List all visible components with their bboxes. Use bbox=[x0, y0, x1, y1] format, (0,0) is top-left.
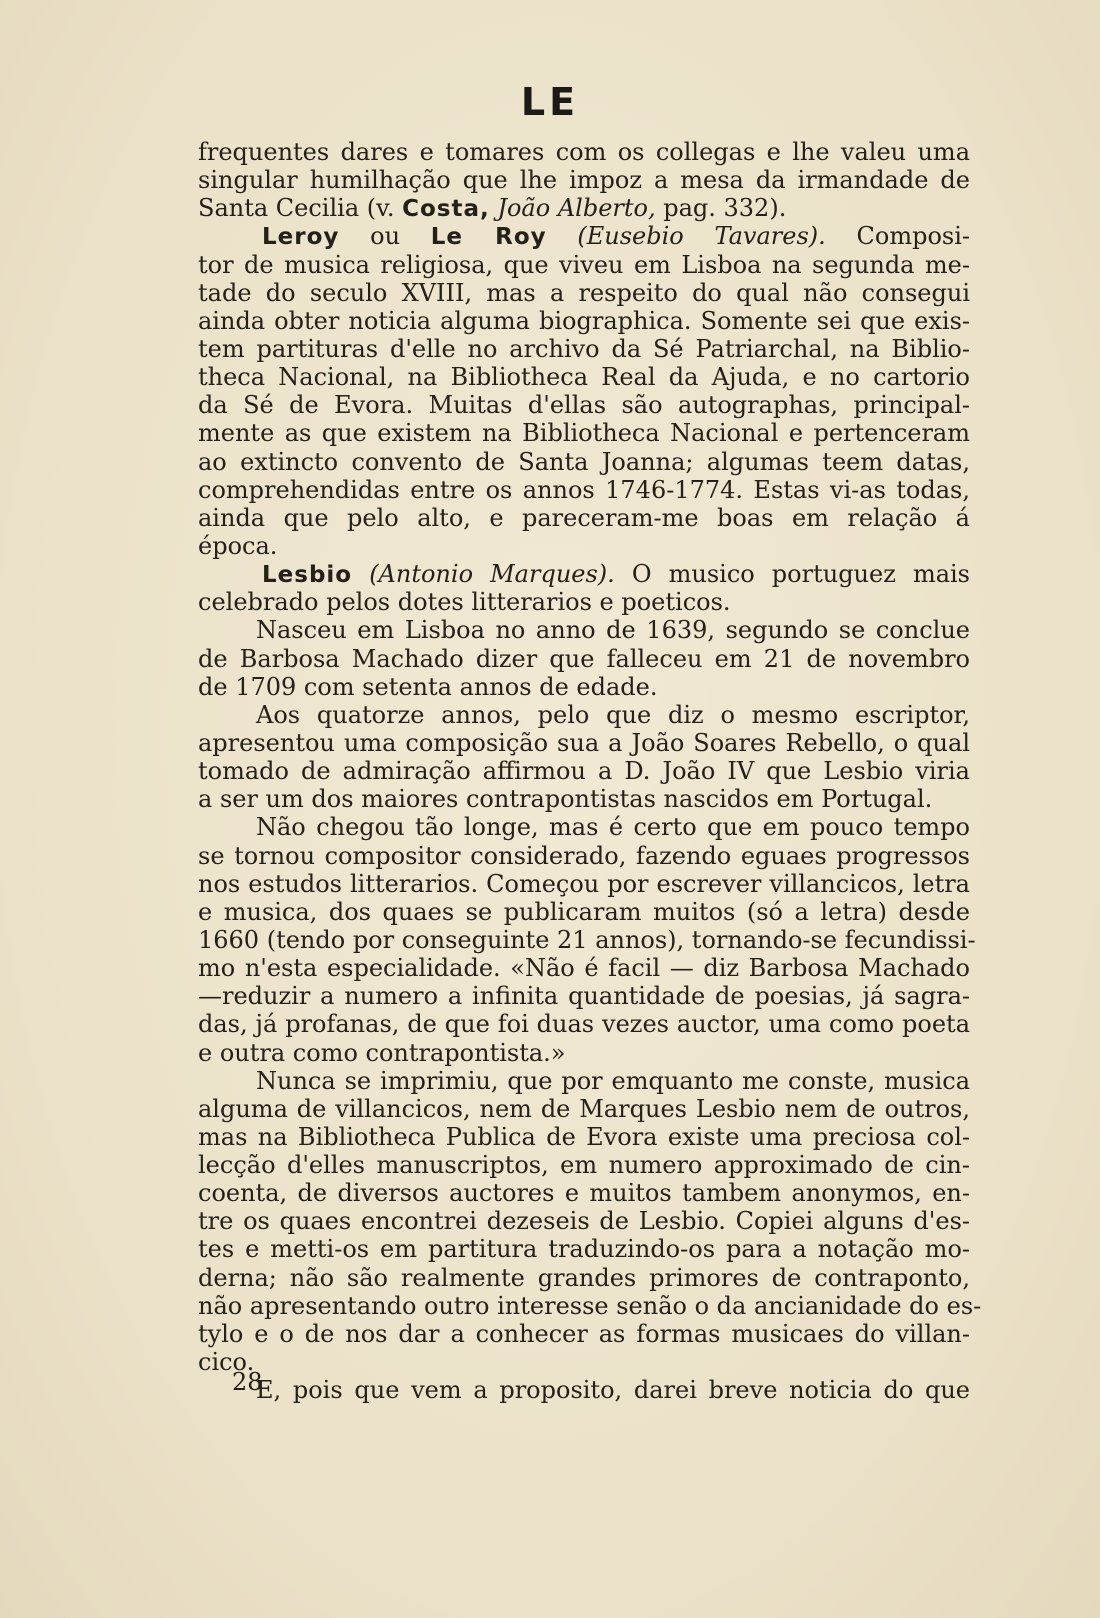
text-line bbox=[198, 1010, 970, 1038]
text-line bbox=[198, 251, 970, 279]
text-run: singular humilhação que lhe impoz a mesa da irmandade de bbox=[198, 166, 970, 195]
text-run: ou bbox=[339, 222, 431, 251]
text-run: Santa Cecilia (v. bbox=[198, 194, 403, 223]
text-run: O musico portuguez mais bbox=[614, 560, 971, 589]
text-line bbox=[198, 166, 970, 194]
text-run: pag. 332). bbox=[655, 194, 787, 223]
text-run: Não chegou tão longe, mas é certo que em pouco tempo bbox=[256, 813, 970, 842]
text-run: mente as que existem na Bibliotheca Nacional e pertenceram bbox=[198, 419, 970, 448]
text-run: tor de musica religiosa, que viveu em Lisboa na segunda me- bbox=[198, 250, 970, 279]
text-line bbox=[198, 673, 970, 701]
text-line bbox=[198, 448, 970, 476]
text-run bbox=[352, 560, 369, 588]
text-line bbox=[198, 870, 970, 898]
entry-heading-lesbio bbox=[198, 560, 970, 588]
text-line bbox=[198, 925, 976, 954]
italic-text: (Antonio Marques). bbox=[369, 560, 615, 589]
text-run: época. bbox=[198, 531, 278, 560]
text-run: ainda obter noticia alguma biographica. Somente sei que exis- bbox=[198, 306, 970, 335]
text-line bbox=[198, 1348, 970, 1376]
italic-text: (Eusebio Tavares). bbox=[577, 222, 826, 251]
text-line bbox=[198, 1123, 970, 1151]
text-line bbox=[198, 701, 970, 729]
text-run: tade do seculo XVIII, mas a respeito do qual não consegui bbox=[198, 278, 970, 307]
text-line bbox=[198, 757, 970, 785]
text-line bbox=[198, 645, 970, 673]
text-run: tem partituras d'elle no archivo da Sé Patriarchal, na Biblio- bbox=[198, 334, 970, 363]
text-run: celebrado pelos dotes litterarios e poeticos. bbox=[198, 588, 731, 617]
text-run: ainda que pelo alto, e pareceram-me boas em relação á bbox=[198, 503, 970, 532]
text-run: tes e metti-os em partitura traduzindo-os para a notação mo- bbox=[198, 1235, 970, 1264]
text-line bbox=[198, 391, 970, 419]
text-line bbox=[198, 419, 970, 447]
text-run: de 1709 com setenta annos de edade. bbox=[198, 672, 658, 701]
text-line bbox=[198, 1207, 970, 1235]
text-run: cico. bbox=[198, 1348, 255, 1377]
text-run: não apresentando outro interesse senão o da ancianidade do es- bbox=[198, 1291, 982, 1320]
text-line bbox=[198, 138, 970, 166]
headword: Lesbio bbox=[262, 562, 353, 589]
text-run: das, já profanas, de que foi duas vezes auctor, uma como poeta bbox=[198, 1010, 970, 1039]
text-line bbox=[198, 1291, 982, 1320]
text-run: tre os quaes encontrei dezeseis de Lesbio. Copiei alguns d'es- bbox=[198, 1207, 970, 1236]
page-number: 28 bbox=[232, 1368, 263, 1396]
text-run: de Barbosa Machado dizer que falleceu em 21 de novembro bbox=[198, 644, 970, 673]
text-line bbox=[198, 1039, 970, 1067]
italic-text: João Alberto, bbox=[497, 194, 656, 223]
running-head: LE bbox=[520, 80, 580, 124]
text-line bbox=[198, 504, 970, 532]
text-line bbox=[198, 307, 970, 335]
text-run: apresentou uma composição sua a João Soares Rebello, o qual bbox=[198, 728, 970, 757]
text-run: E, pois que vem a proposito, darei breve noticia do que bbox=[256, 1376, 970, 1405]
text-line bbox=[198, 363, 970, 391]
text-line bbox=[198, 785, 970, 813]
text-line bbox=[198, 1235, 970, 1263]
text-run: se tornou compositor considerado, fazendo eguaes progressos bbox=[198, 841, 970, 870]
text-line bbox=[198, 532, 970, 560]
text-run: 1660 (tendo por conseguinte 21 annos), tornando-se fecundissi- bbox=[198, 925, 976, 954]
text-line bbox=[198, 982, 970, 1010]
text-run: frequentes dares e tomares com os collegas e lhe valeu uma bbox=[198, 138, 970, 166]
text-run: theca Nacional, na Bibliotheca Real da Ajuda, e no cartorio bbox=[198, 363, 970, 392]
text-run: lecção d'elles manuscriptos, em numero approximado de cin- bbox=[198, 1151, 970, 1180]
text-line bbox=[198, 1151, 970, 1179]
text-line bbox=[198, 476, 970, 504]
text-line bbox=[198, 279, 970, 307]
text-run: nos estudos litterarios. Começou por escrever villancicos, letra bbox=[198, 869, 970, 898]
text-run: Aos quatorze annos, pelo que diz o mesmo escriptor, bbox=[256, 700, 970, 729]
text-line bbox=[198, 729, 970, 757]
text-run: ao extincto convento de Santa Joanna; algumas teem datas, bbox=[198, 447, 970, 476]
text-run: e musica, dos quaes se publicaram muitos (só a letra) desde bbox=[198, 897, 970, 926]
text-run: a ser um dos maiores contrapontistas nascidos em Portugal. bbox=[198, 785, 933, 814]
body-text bbox=[198, 138, 982, 1405]
text-line bbox=[198, 1376, 970, 1404]
text-run: alguma de villancicos, nem de Marques Lesbio nem de outros, bbox=[198, 1094, 970, 1123]
text-run: mas na Bibliotheca Publica de Evora existe uma preciosa col- bbox=[198, 1122, 970, 1151]
text-line bbox=[198, 194, 970, 222]
headword: Costa, bbox=[402, 196, 490, 223]
text-run: Nunca se imprimiu, que por emquanto me conste, musica bbox=[256, 1066, 970, 1095]
text-run: coenta, de diversos auctores e muitos tambem anonymos, en- bbox=[198, 1179, 970, 1208]
text-line bbox=[198, 1067, 970, 1095]
text-run: comprehendidas entre os annos 1746-1774. Estas vi-as todas, bbox=[198, 475, 970, 504]
text-run: derna; não são realmente grandes primores de contraponto, bbox=[198, 1263, 970, 1292]
text-run: Composi- bbox=[825, 222, 970, 251]
headword: Le Roy bbox=[430, 224, 547, 251]
text-run: —reduzir a numero a infinita quantidade de poesias, já sagra- bbox=[198, 982, 970, 1011]
text-run: tylo e o de nos dar a conhecer as formas musicaes do villan- bbox=[198, 1319, 970, 1348]
text-line bbox=[198, 1320, 970, 1348]
text-line bbox=[198, 954, 970, 982]
text-run: tomado de admiração affirmou a D. João IV que Lesbio viria bbox=[198, 757, 970, 786]
text-line bbox=[198, 335, 970, 363]
text-line bbox=[198, 1179, 970, 1207]
text-run: Nasceu em Lisboa no anno de 1639, segundo se conclue bbox=[256, 616, 970, 645]
text-line bbox=[198, 1095, 970, 1123]
headword: Leroy bbox=[262, 224, 340, 251]
text-line bbox=[198, 842, 970, 870]
text-line bbox=[198, 813, 970, 841]
text-run: e outra como contrapontista.» bbox=[198, 1038, 566, 1067]
text-line bbox=[198, 616, 970, 644]
text-line bbox=[198, 1264, 970, 1292]
text-line bbox=[198, 588, 970, 616]
text-run bbox=[547, 222, 578, 250]
text-run: da Sé de Evora. Muitas d'ellas são autographas, principal- bbox=[198, 391, 970, 420]
text-line bbox=[198, 898, 970, 926]
entry-heading-leroy bbox=[198, 222, 970, 250]
text-run: mo n'esta especialidade. «Não é facil — diz Barbosa Machado bbox=[198, 954, 970, 983]
